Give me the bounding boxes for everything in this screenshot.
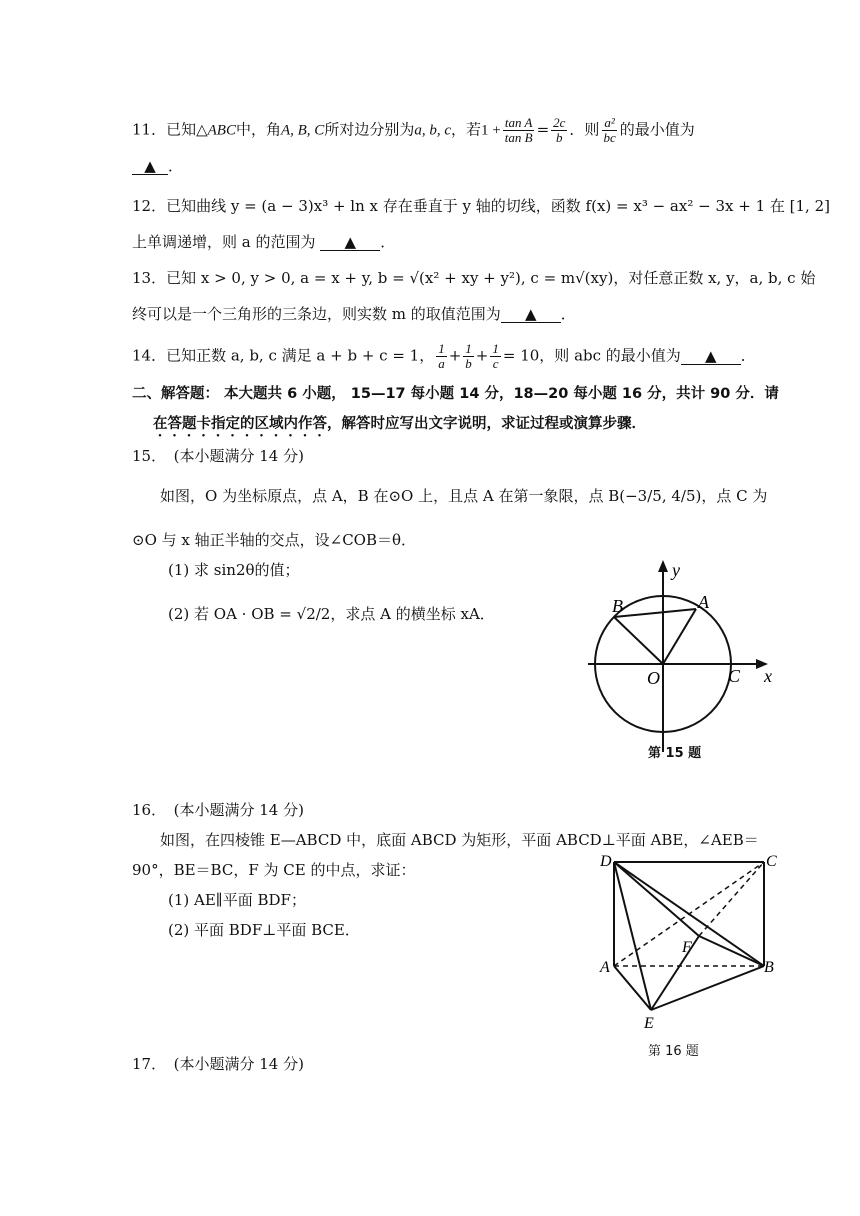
question-14-line <box>132 342 756 371</box>
q14-frac-1-a <box>436 342 447 371</box>
q11-fraction-a2-bc <box>601 116 617 145</box>
fraction-numerator: 1 <box>438 341 445 356</box>
fraction-numerator: 1 <box>492 341 499 356</box>
y-axis-arrow <box>658 560 668 572</box>
q11-text: 所对边分别为 <box>324 120 415 139</box>
label-a: A <box>600 959 610 976</box>
question-16-subq1: (1) AE∥平面 BDF； <box>168 891 306 909</box>
question-13-line1: 13．已知 x > 0, y > 0, a = x + y, b = √(x² + xy + y²), c = m√(xy)，对任意正数 x, y，a, b, c 始 <box>132 269 816 287</box>
q11-one-plus: 1 + <box>481 122 501 139</box>
q11-sides: a, b, c <box>414 122 452 139</box>
q11-text: 的最小值为 <box>619 120 695 139</box>
figure-16-caption: 第 16 题 <box>648 1044 699 1059</box>
answer-blank: ▲ <box>320 234 380 251</box>
fraction-denominator: b <box>556 130 563 145</box>
fraction-denominator: a <box>438 356 445 371</box>
edge-fb <box>699 936 764 966</box>
q11-fraction-tan <box>503 116 535 145</box>
edge-fc-hidden <box>699 862 764 936</box>
answer-blank: ▲ <box>132 158 168 175</box>
question-15-header: 15． (本小题满分 14 分) <box>132 447 304 465</box>
label-x: x <box>764 666 772 686</box>
label-c: C <box>766 853 777 870</box>
fraction-numerator: 1 <box>465 341 472 356</box>
question-15-paragraph2: ⊙O 与 x 轴正半轴的交点，设∠COB＝θ． <box>132 531 417 549</box>
plus-sign: + <box>448 346 462 365</box>
q13-text: 终可以是一个三角形的三条边，则实数 m 的取值范围为 <box>132 305 501 323</box>
fraction-numerator: 2c <box>553 115 566 130</box>
q11-triangle-name: ABC <box>207 122 236 139</box>
segment-oa <box>663 609 696 664</box>
question-16-subq2: (2) 平面 BDF⊥平面 BCE． <box>168 921 360 939</box>
period: ． <box>168 157 184 175</box>
period: ． <box>380 233 396 251</box>
q12-text: 上单调递增，则 a 的范围为 <box>132 233 316 251</box>
plus-sign: + <box>475 346 489 365</box>
fraction-denominator: c <box>492 356 499 371</box>
answer-blank: ▲ <box>681 348 741 365</box>
segment-ab <box>614 609 696 617</box>
question-17-header: 17． (本小题满分 14 分) <box>132 1055 304 1073</box>
section-2-instruction: ，解答时应写出文字说明，求证过程或演算步骤． <box>327 416 646 432</box>
q11-angles: A, B, C <box>280 122 325 139</box>
figure-15-unit-circle <box>588 556 788 766</box>
label-y: y <box>672 560 680 580</box>
label-o: O <box>647 668 660 688</box>
label-f: F <box>682 939 692 956</box>
label-b: B <box>764 959 774 976</box>
edge-eb <box>651 966 764 1010</box>
edge-ef <box>651 936 699 1010</box>
section-2-heading-line2 <box>153 414 646 440</box>
question-15-paragraph1: 如图，O 为坐标原点，点 A，B 在⊙O 上，且点 A 在第一象限，点 B(−3/5, 4/5)，点 C 为 <box>160 487 768 505</box>
question-13-line2 <box>132 304 576 324</box>
q11-fraction-2c-b <box>551 116 567 145</box>
answer-blank: ▲ <box>501 306 561 323</box>
label-d: D <box>600 853 612 870</box>
q11-text: ．则 <box>569 120 600 139</box>
label-c: C <box>728 666 741 686</box>
figure-15-caption: 第 15 题 <box>648 746 702 761</box>
question-15-subq2: (2) 若 OA · OB = √2/2，求点 A 的横坐标 xA． <box>168 605 495 623</box>
q14-frac-1-b <box>463 342 474 371</box>
equals-sign: = <box>536 120 550 139</box>
question-15-subq1: (1) 求 sin2θ的值； <box>168 561 300 579</box>
question-11-line1 <box>132 116 695 145</box>
q14-frac-1-c <box>490 342 501 371</box>
q11-text: 中，角 <box>235 120 281 139</box>
figure-16-pyramid <box>596 848 796 1038</box>
q11-text: ，若 <box>451 120 482 139</box>
question-16-paragraph2: 90°，BE＝BC，F 为 CE 的中点，求证： <box>132 861 416 879</box>
fraction-denominator: tan B <box>504 130 533 145</box>
question-12-line1: 12．已知曲线 y = (a − 3)x³ + ln x 存在垂直于 y 轴的切线，函数 f(x) = x³ − ax² − 3x + 1 在 [1, 2] <box>132 197 830 215</box>
fraction-denominator: bc <box>603 130 616 145</box>
question-11-line2 <box>132 156 183 176</box>
edge-df <box>614 862 699 936</box>
q14-text: 14．已知正数 a, b, c 满足 a + b + c = 1， <box>132 346 435 365</box>
q14-text: = 10，则 abc 的最小值为 <box>502 346 681 365</box>
fraction-numerator: a² <box>604 115 615 130</box>
fraction-denominator: b <box>465 356 472 371</box>
q11-text: 11．已知△ <box>132 120 208 139</box>
label-b: B <box>612 596 623 616</box>
fraction-numerator: tan A <box>504 115 533 130</box>
label-e: E <box>644 1015 654 1032</box>
section-2-heading: 二、解答题： 本大题共 6 小题， 15—17 每小题 14 分，18—20 每小题 16 分，共计 90 分．请 <box>132 386 779 402</box>
period: ． <box>740 346 756 365</box>
question-12-line2 <box>132 232 395 252</box>
dotted-emphasis-text: 在答题卡指定的区域内作答 <box>153 416 327 432</box>
question-16-header: 16． (本小题满分 14 分) <box>132 801 304 819</box>
period: ． <box>560 305 576 323</box>
question-16-paragraph1: 如图，在四棱锥 E—ABCD 中，底面 ABCD 为矩形，平面 ABCD⊥平面 ABE，∠AEB＝ <box>160 831 759 849</box>
segment-ob <box>614 617 663 664</box>
label-a: A <box>698 592 709 612</box>
